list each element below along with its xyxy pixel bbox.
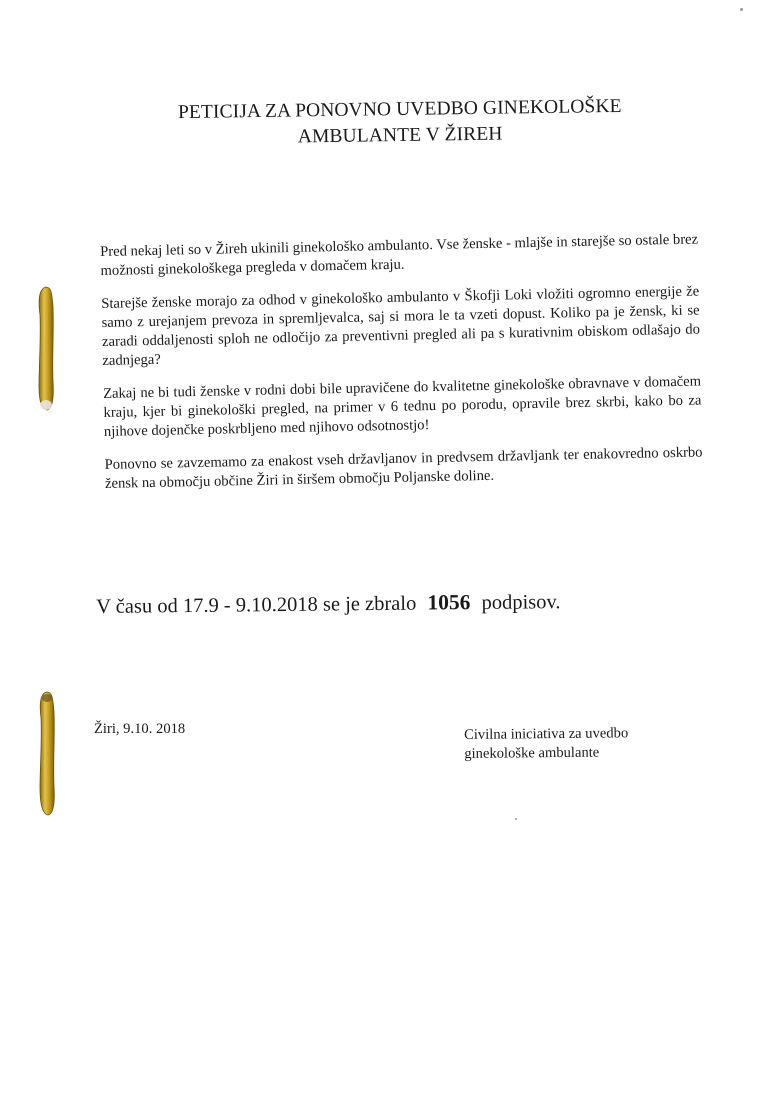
paper-fastener-top: [33, 285, 59, 413]
title-line-2: AMBULANTE V ŽIREH: [297, 123, 503, 148]
summary-prefix: V času od 17.9 - 9.10.2018 se je zbralo: [96, 592, 417, 618]
signatory: [464, 724, 664, 764]
scan-speck: [740, 8, 743, 11]
petition-title: [110, 93, 691, 153]
petition-body: [100, 230, 703, 507]
scan-speck: [515, 818, 517, 820]
body-paragraph: Pred nekaj leti so v Žireh ukinili ginekološko ambulanto. Vse ženske - mlajše in starejše so ostale brez možnosti ginekološkega pregleda v domačem kraju.: [100, 231, 699, 279]
place-and-date: Žiri, 9.10. 2018: [94, 721, 186, 737]
signature-summary: [96, 587, 656, 620]
summary-suffix: podpisov.: [481, 591, 561, 614]
signatory-line-2: ginekološke ambulante: [464, 744, 600, 762]
body-paragraph: Ponovno se zavzemamo za enakost vseh državljanov in predvsem državljank ter enakovredno oskrbo žensk na območju občine Žiri in širšem območju Poljanske doline.: [104, 444, 703, 492]
title-line-1: PETICIJA ZA PONOVNO UVEDBO GINEKOLOŠKE: [177, 95, 622, 124]
body-paragraph: Zakaj ne bi tudi ženske v rodni dobi bile upravičene do kvalitetne ginekološke obravnave v domačem kraju, kjer bi ginekološki pregled, na primer v 6 tednu po porodu, opravile brez skrbi, kako bo za njihove dojenčke poskrbljeno med njihovo odsotnostjo!: [102, 373, 702, 440]
paper-fastener-bottom: [35, 690, 61, 818]
signatory-line-1: Civilna iniciativa za uvedbo: [464, 725, 629, 743]
signature-count: 1056: [427, 590, 471, 615]
body-paragraph: Starejše ženske morajo za odhod v ginekološko ambulanto v Škofji Loki vložiti ogromno energije že samo z urejanjem prevoza in spremljevalca, saj si mora le ta vzeti dopust. Koliko pa je žensk, ki se zaradi oddaljenosti sploh ne odločijo za preventivni pregled ali pa s kurativnim obiskom odlašajo do zadnjega?: [101, 283, 701, 369]
